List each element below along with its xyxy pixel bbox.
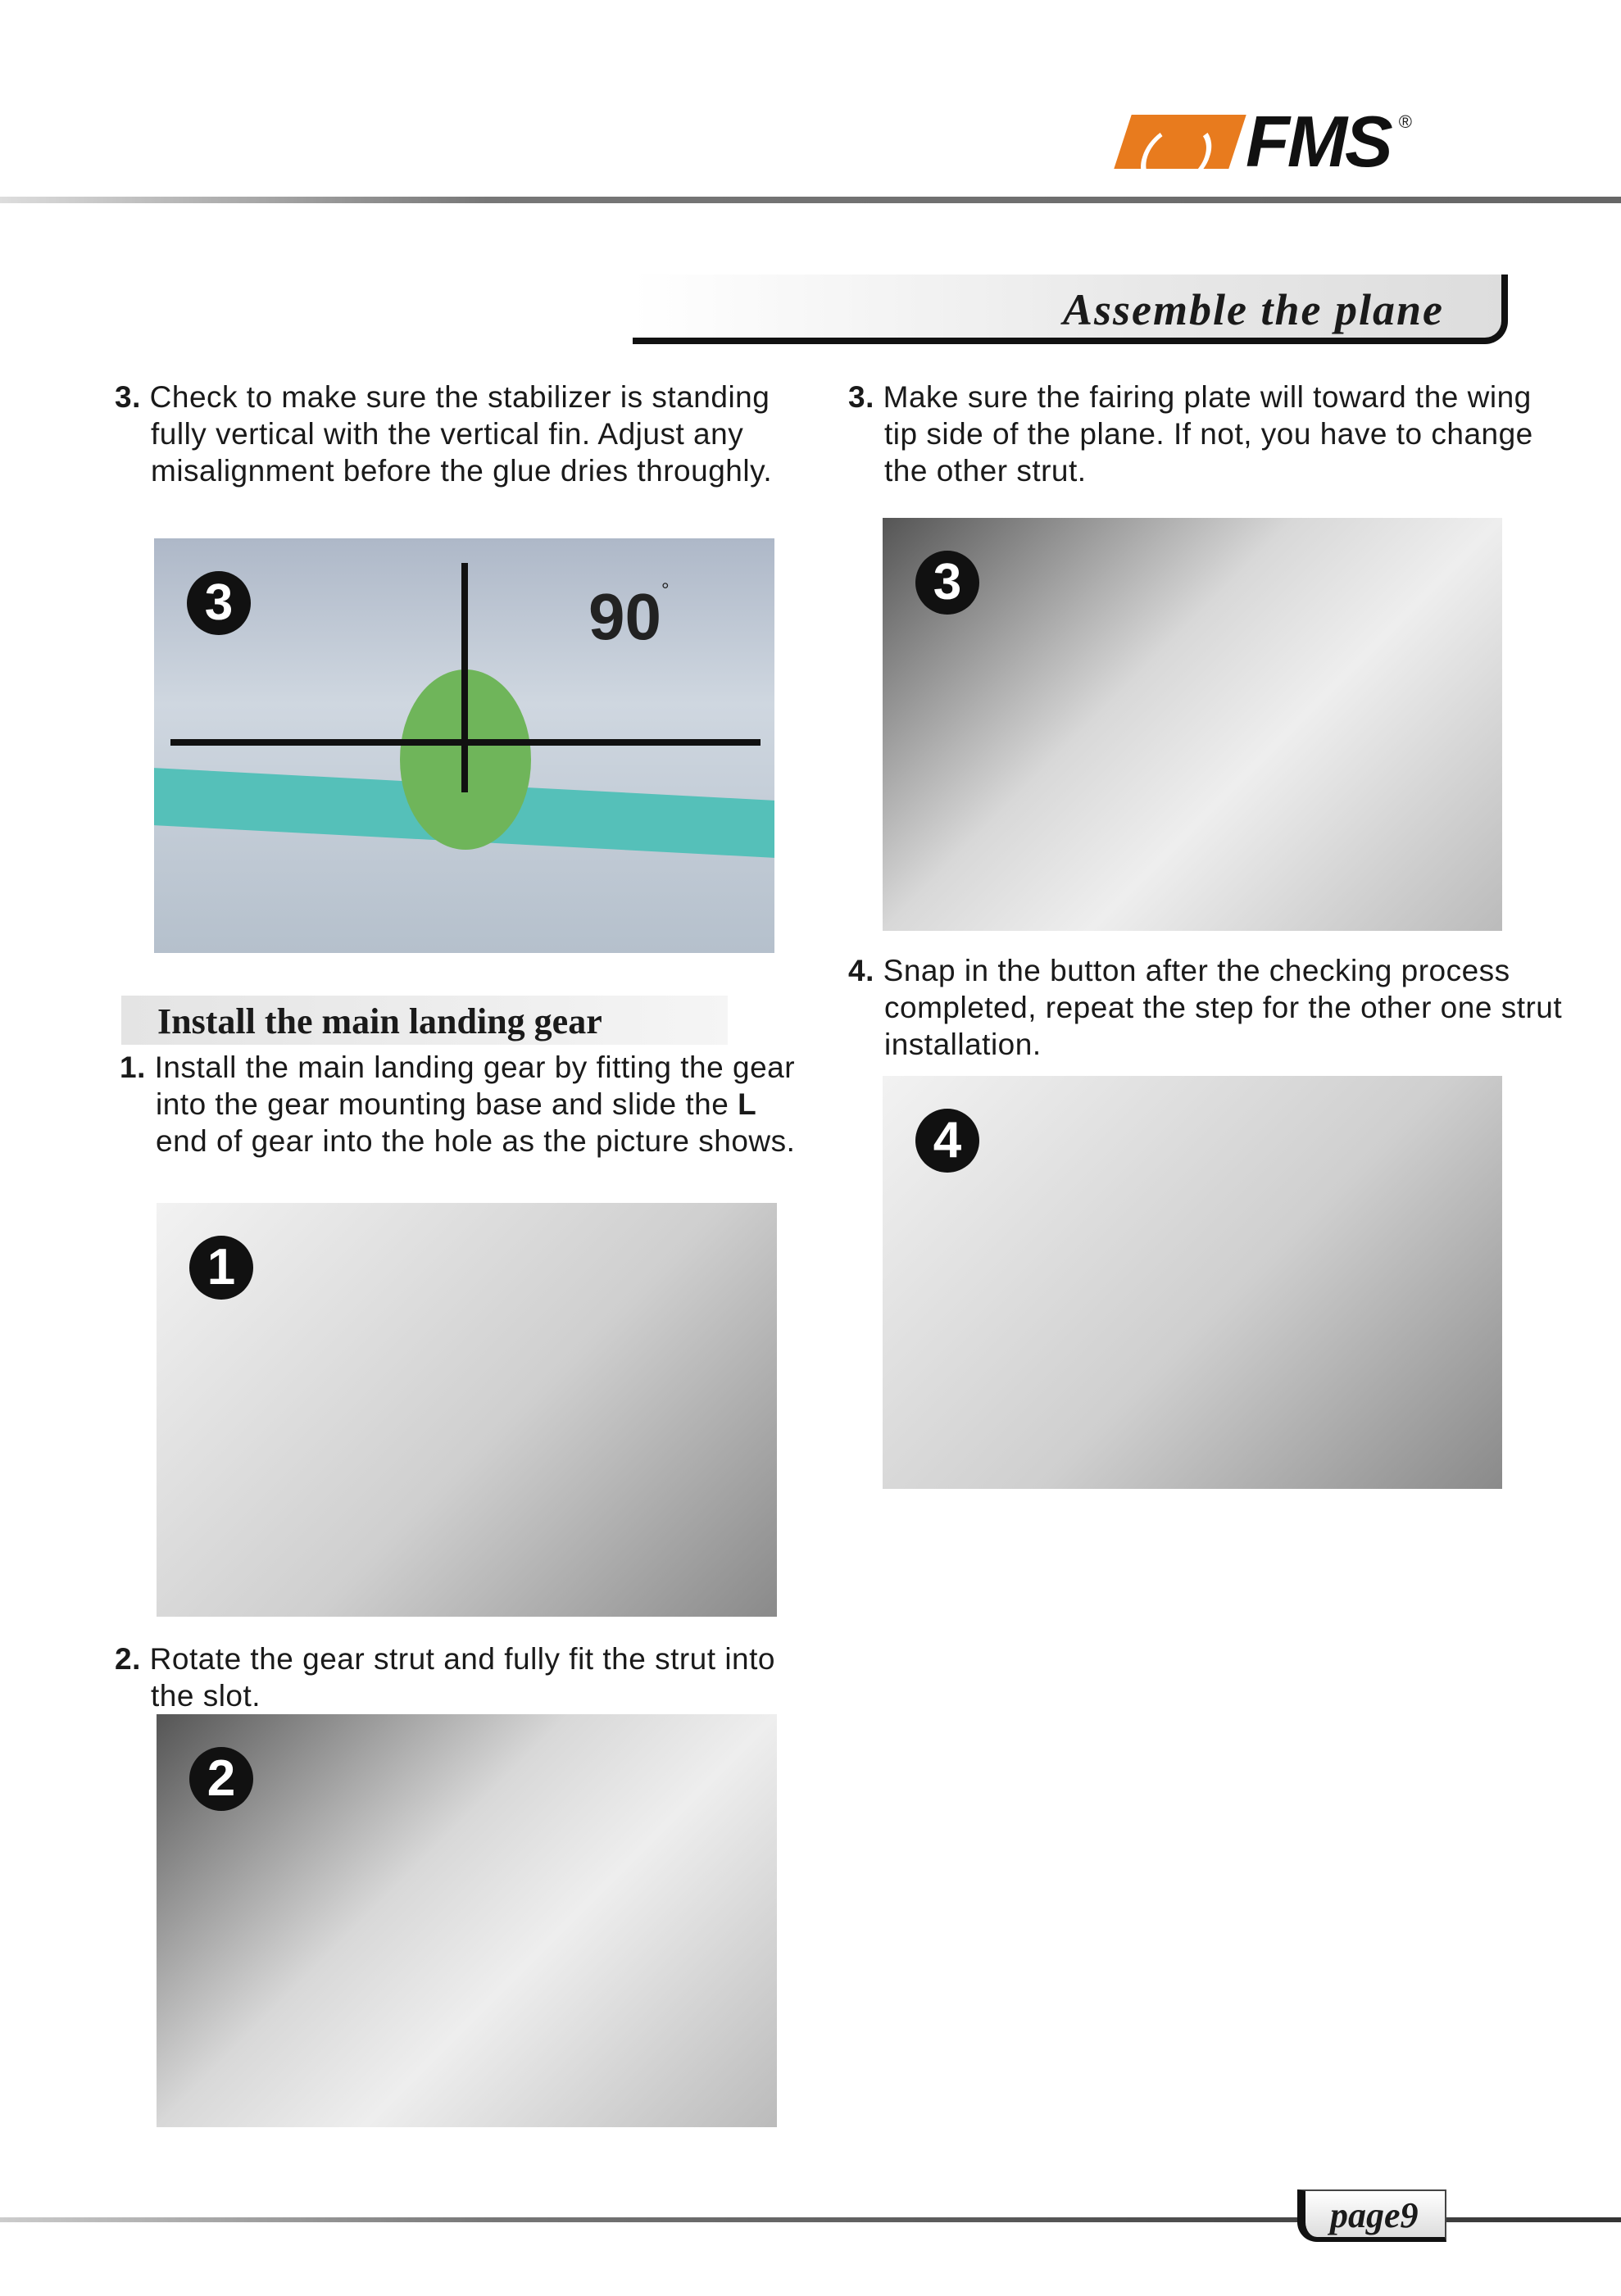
registered-mark: ® [1398,111,1412,132]
fairing-plate-photo [883,518,1502,931]
gear-mounting-photo [157,1203,777,1617]
step-badge: 2 [189,1747,253,1811]
fms-logo [1123,100,1467,182]
stabilizer-alignment-image [154,538,774,953]
section-title: Assemble the plane [1063,285,1444,334]
left-step-1 [120,1049,800,1159]
page-number: page9 [1330,2195,1419,2235]
fms-wing-mark-icon [1114,115,1246,169]
right-step-4 [848,952,1586,1063]
right-step-3 [848,379,1561,489]
step-badge: 3 [187,571,251,635]
left-step-2 [115,1640,795,1714]
step-text: Rotate the gear strut and fully fit the strut into the slot. [149,1642,775,1713]
step-number: 3. [115,380,141,414]
step-badge: 4 [915,1109,979,1173]
left-step-3 [115,379,820,489]
logo-text: FMS [1246,100,1391,182]
step-number: 4. [848,954,874,987]
step-number: 2. [115,1642,141,1676]
step-number: 3. [848,380,874,414]
step-badge: 1 [189,1236,253,1300]
page-number-box [1297,2189,1446,2242]
snap-button-photo [883,1076,1502,1489]
subheading-bar [121,996,728,1045]
step-text: Snap in the button after the checking process completed, repeat the step for the other one strut installation. [883,954,1563,1061]
vertical-guide-line [461,563,468,792]
bold-letter: L [738,1087,757,1121]
step-number: 1. [120,1050,146,1084]
step-badge: 3 [915,551,979,615]
step-text: Make sure the fairing plate will toward the wing tip side of the plane. If not, you have to change the other strut. [883,380,1533,488]
subheading: Install the main landing gear [157,1001,602,1041]
angle-label: 90° [588,579,670,653]
header-divider [0,197,1621,203]
step-text: Install the main landing gear by fitting the gear into the gear mounting base and slide the [154,1050,796,1121]
gear-strut-rotate-photo [157,1714,777,2127]
step-text: Check to make sure the stabilizer is standing fully vertical with the vertical fin. Adjust any misalignment before the glue dries throughly. [149,380,773,488]
section-title-bar [633,275,1508,344]
step-text: end of gear into the hole as the picture shows. [156,1124,796,1158]
